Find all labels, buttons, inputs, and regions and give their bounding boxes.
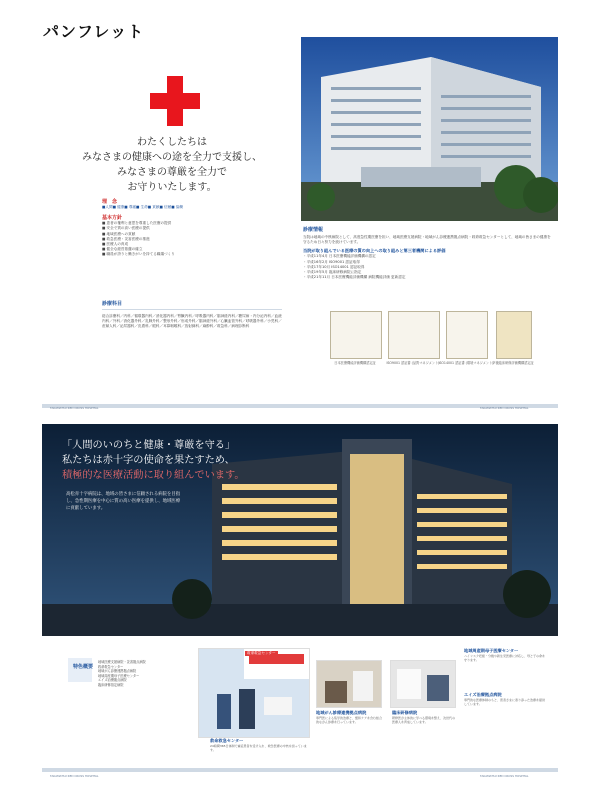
- slogan-line: みなさまの尊厳を全力で: [117, 167, 227, 178]
- policy-item: ■ 救急医療・災害医療の推進: [102, 236, 150, 241]
- caption-heading: エイズ治療拠点病院: [464, 692, 502, 697]
- caption-heading: 地域がん診療連携拠点病院: [316, 710, 367, 715]
- certificate-training: [496, 311, 532, 359]
- certificate-label: ISO14001 認証書 (環境マネジメント): [438, 361, 494, 365]
- cancer-care-photo: [316, 660, 382, 708]
- policy-item: ■ 地域医療への貢献: [102, 231, 136, 236]
- departments-list: 総合診療科／内科／循環器内科／消化器内科／腎臓内科／呼吸器内科／脳神経内科／糖尿病・内分泌内科／血液内科／外科／消化器外科／乳腺外科／整形外科／形成外科／脳神経外科／心臓血管外科／呼吸器外科／小児科／産婦人科／泌尿器科／皮膚科／眼科／耳鼻咽喉科／放射線科／麻酔科／救急科／病理診断科: [102, 314, 282, 329]
- clinic-info-section: [303, 226, 553, 280]
- caption-body: 研修医が主体的に学べる環境を整え、次世代の医療人を育成しています。: [392, 716, 456, 725]
- departments-heading: 診療科目: [102, 301, 123, 307]
- feature-item: 地域医療支援病院・災害拠点病院: [98, 660, 146, 664]
- history-item: ・平成17年10月 ISO14001 認証取得: [303, 264, 365, 269]
- spread2-footer-left: TAKAMATSU RED CROSS HOSPITAL: [50, 774, 99, 778]
- slogan-line: みなさまの健康への途を全力で支援し、: [82, 152, 262, 163]
- emergency-center-photo: [198, 648, 310, 738]
- hospital-day-photo: [301, 37, 558, 221]
- philosophy-heading: 理 念: [102, 199, 118, 205]
- policy-item: ■ 健全な経営基盤の確立: [102, 247, 143, 252]
- quality-heading: 当院が取り組んでいる医療の質の向上への取り組みと第三者機関による評価: [303, 248, 446, 254]
- caption-body: 24時間365日体制で重症患者を受け入れ、救急医療の中核を担っています。: [210, 744, 307, 753]
- spread1-footer-right: TAKAMATSU RED CROSS HOSPITAL: [480, 406, 529, 410]
- certificate-jcqhc: [330, 311, 382, 359]
- quote-line: 「人間のいのちと健康・尊厳を守る」: [62, 440, 236, 451]
- training-photo: [390, 660, 456, 708]
- history-item: ・平成16年2月 ISO9001 認証取得: [303, 259, 360, 264]
- quote-line: 私たちは赤十字の使命を果たすため、: [62, 455, 235, 466]
- departments-section: [102, 300, 282, 330]
- page-title: パンフレット: [43, 22, 145, 41]
- policy-item: ■ 医療人の育成: [102, 242, 129, 247]
- features-label: 特色概要: [73, 664, 94, 670]
- caption-body: 専門的な医療体制のもと、患者さまに寄り添った治療を提供しています。: [464, 698, 546, 707]
- caption-heading: 地域周産期母子医療センター: [464, 648, 519, 653]
- caption-heading: 救命救急センター: [210, 738, 244, 743]
- certificate-iso9001: [388, 311, 440, 359]
- features-list: [98, 660, 178, 688]
- slogan-line: お守りいたします。: [127, 182, 217, 193]
- caption-body: ハイリスク妊娠・分娩や新生児医療に対応し、母と子の命を守ります。: [464, 654, 545, 663]
- feature-item: 地域がん診療連携拠点病院: [98, 669, 137, 674]
- caption-body: 専門医による集学的治療と、緩和ケアを含む総合的ながん診療を行っています。: [316, 716, 383, 725]
- philosophy-section: [102, 198, 282, 258]
- clinic-info-text: 当院は地域の中核病院として、高度急性期医療を担い、地域医療支援病院・地域がん診療連携拠点病院・救命救急センターとして、地域の皆さまの健康を守るため日々努力を続けています。: [303, 235, 551, 245]
- history-item: ・平成11年4月 日本医療機能評価機構の認定: [303, 254, 376, 259]
- clinic-info-heading: 診療情報: [303, 227, 324, 233]
- caption-heading: 臨床研修病院: [392, 710, 418, 715]
- slogan-line: わたくしたちは: [137, 137, 207, 148]
- center-sign: 救命救急センター: [247, 651, 276, 655]
- history-item: ・平成19年5月 臨床研修病院に指定: [303, 270, 362, 275]
- night-body-text: 高松赤十字病院は、地域の皆さまに信頼される病院を目指し、急性期医療を中心に質の高い医療を提供し、地域医療に貢献しています。: [66, 492, 181, 511]
- mission-quote: [62, 438, 245, 483]
- features-label-box: [68, 658, 92, 682]
- certificate-iso14001: [446, 311, 488, 359]
- feature-item: 救命救急センター: [98, 664, 124, 669]
- feature-item: エイズ治療拠点病院: [98, 678, 127, 683]
- certificate-label: ISO9001 認証書 (品質マネジメント): [386, 361, 440, 365]
- feature-item: 臨床研修指定病院: [98, 682, 124, 687]
- history-item: ・平成21年11月 日本医療機能評価機構 病院機能評価 更新認定: [303, 275, 406, 280]
- feature-item: 地域周産期母子医療センター: [98, 673, 140, 678]
- slogan: [72, 135, 272, 195]
- spread2-footer-right: TAKAMATSU RED CROSS HOSPITAL: [480, 774, 529, 778]
- policy-item: ■ 患者の権利と意思を尊重した医療の提供: [102, 221, 172, 226]
- quote-line: 積極的な医療活動に取り組んでいます。: [62, 470, 245, 481]
- policy-heading: 基本方針: [102, 215, 123, 222]
- policy-item: ■ 安全で質の高い医療の提供: [102, 226, 150, 231]
- policy-item: ■ 職員が誇りと働きがいを持てる職場づくり: [102, 252, 175, 257]
- spread2-footer-bar: [42, 768, 558, 772]
- certificate-label: 卒後臨床研修評価機構認定証: [492, 361, 534, 365]
- certificate-label: 日本医療機能評価機構認定証: [334, 361, 376, 365]
- red-cross-logo: [150, 76, 200, 126]
- philosophy-text: ■人間■ 健康■ 尊厳■ 生命■ 貢献■ 信頼■ 協働: [102, 205, 183, 209]
- spread1-footer-left: TAKAMATSU RED CROSS HOSPITAL: [50, 406, 99, 410]
